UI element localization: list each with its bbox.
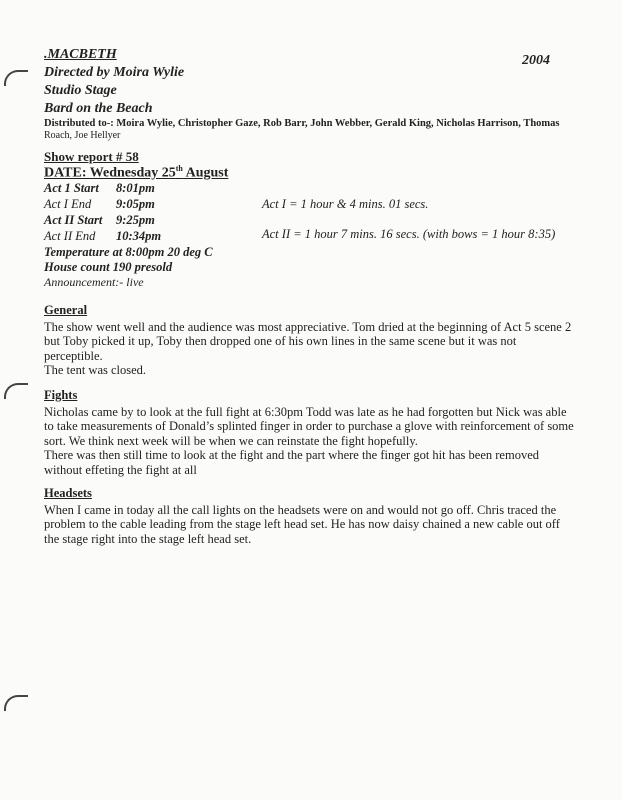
temperature: Temperature at 8:00pm 20 deg C [44, 245, 213, 259]
distribution-list-continued: Roach, Joe Hellyer [44, 130, 121, 141]
time-row [44, 229, 161, 245]
section-heading: Fights [44, 388, 78, 402]
time-row [44, 181, 161, 197]
section-headsets [44, 486, 574, 546]
venue: Studio Stage [44, 83, 117, 98]
section-general [44, 303, 574, 378]
distribution-list: Distributed to-: Moira Wylie, Christopher Gaze, Rob Barr, John Webber, Gerald King, Nicholas Harrison, Thomas [44, 118, 560, 129]
date-month: August [182, 165, 229, 181]
report-date [44, 164, 228, 182]
punch-hole-mark [4, 383, 28, 399]
time-value: 10:34pm [116, 229, 162, 243]
director: Directed by Moira Wylie [44, 65, 185, 80]
time-value: 9:25pm [116, 213, 155, 227]
paragraph: Nicholas came by to look at the full fight at 6:30pm Todd was late as he had forgotten but Nick was able to take measurements of Donald’s splinted finger in order to purchase a glove with reinforcement of some sort. We think next week will be when we can reinstate the fight hopefully. [44, 404, 574, 448]
play-title: .MACBETH [44, 47, 117, 62]
time-row [44, 213, 161, 229]
report-number: Show report # 58 [44, 149, 139, 164]
year: 2004 [522, 53, 550, 68]
times-table [44, 181, 161, 245]
section-heading: Headsets [44, 486, 92, 500]
time-label: Act II End [44, 229, 96, 243]
time-value: 9:05pm [116, 197, 155, 211]
punch-hole-mark [4, 70, 28, 86]
house-count: House count 190 presold [44, 260, 173, 274]
announcement: Announcement:- live [44, 275, 144, 289]
paragraph: The tent was closed. [44, 363, 147, 377]
act1-duration: Act I = 1 hour & 4 mins. 01 secs. [262, 197, 429, 211]
paragraph: The show went well and the audience was most appreciative. Tom dried at the beginning of Act 5 scene 2 but Toby picked it up, Toby then dropped one of his own lines in the same scene but it was not perceptible. [44, 319, 572, 363]
company: Bard on the Beach [44, 101, 153, 116]
date-suffix: th [175, 164, 183, 173]
section-heading: General [44, 303, 88, 317]
date-text: DATE: Wednesday 25 [44, 165, 176, 181]
paragraph: There was then still time to look at the fight and the part where the finger got hit has been removed without effeting the fight at all [44, 448, 539, 477]
paragraph: When I came in today all the call lights on the headsets were on and would not go off. Chris traced the problem to the cable leading from the stage left head set. He has now daisy chained a new cable out off the stage right into the stage left head set. [44, 502, 560, 546]
act2-duration: Act II = 1 hour 7 mins. 16 secs. (with bows = 1 hour 8:35) [262, 227, 556, 241]
punch-hole-mark [4, 695, 28, 711]
time-value: 8:01pm [116, 181, 155, 195]
time-label: Act I End [44, 197, 92, 211]
time-row [44, 197, 161, 213]
time-label: Act II Start [44, 213, 103, 227]
section-fights [44, 388, 574, 477]
time-label: Act 1 Start [44, 181, 99, 195]
